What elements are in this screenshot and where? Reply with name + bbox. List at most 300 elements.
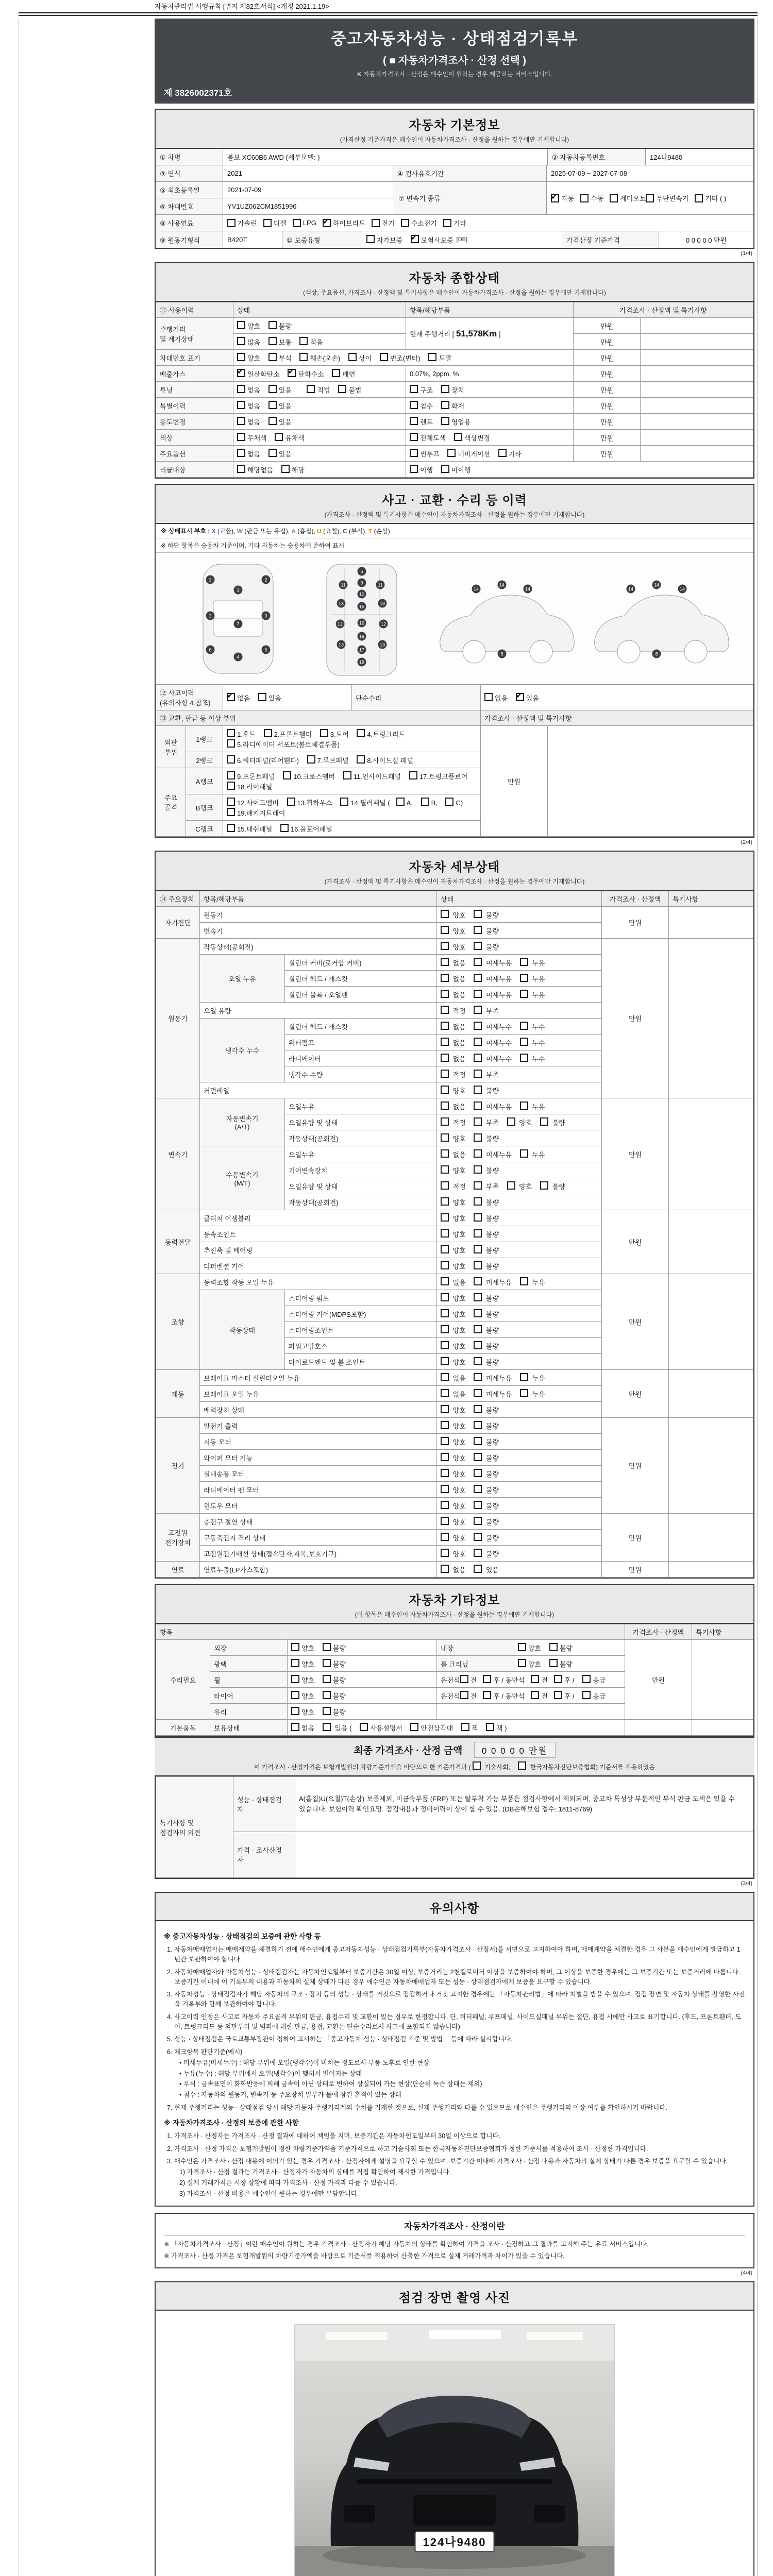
checkbox[interactable] (264, 729, 272, 737)
checkbox[interactable] (474, 1517, 482, 1525)
checkbox[interactable] (441, 1309, 449, 1317)
checkbox[interactable] (474, 990, 482, 998)
detail-item-label: 충전구 절연 상태 (200, 1514, 437, 1530)
field-label-engine-type: ⑨ 원동기형식 (156, 231, 223, 248)
checkbox[interactable] (441, 926, 449, 934)
detail-item-state: 없음 미세누유 누유 (437, 1274, 602, 1290)
field-value-firstreg: 2021-07-09 (223, 182, 394, 198)
checkbox[interactable] (441, 958, 449, 966)
checkbox[interactable] (441, 1373, 449, 1381)
special-item: 침수 화재 (406, 398, 574, 414)
checkbox[interactable] (474, 942, 482, 950)
checkbox[interactable] (410, 401, 418, 409)
checkbox[interactable] (441, 1389, 449, 1397)
checkbox[interactable] (237, 321, 245, 329)
checkbox[interactable] (474, 1277, 482, 1285)
checkbox[interactable] (483, 1691, 491, 1699)
checkbox[interactable] (474, 1070, 482, 1078)
checkbox[interactable] (401, 219, 409, 227)
checkbox[interactable] (227, 755, 235, 764)
checkbox[interactable] (441, 401, 449, 409)
checkbox[interactable] (460, 1675, 468, 1683)
checkbox[interactable] (332, 369, 340, 377)
detail-item-state: 양호 불량 (437, 939, 602, 955)
checkbox[interactable] (268, 353, 277, 361)
checkbox[interactable] (227, 219, 236, 227)
section-overall-state (155, 262, 754, 479)
svg-text:7: 7 (237, 621, 240, 627)
checkbox[interactable] (441, 1261, 449, 1269)
checkbox[interactable] (441, 1469, 449, 1477)
detail-item-label: 원동기 (200, 907, 437, 923)
checkbox[interactable] (474, 1038, 482, 1046)
checkbox[interactable] (348, 353, 357, 361)
notice-item: 6. 체크항목 판단기준(예시) (167, 2048, 243, 2056)
checkbox[interactable] (441, 465, 449, 473)
checkbox[interactable] (237, 433, 245, 441)
checkbox[interactable] (518, 1659, 526, 1667)
checkbox[interactable] (227, 798, 235, 806)
detail-item-state: 양호 불량 (437, 1242, 602, 1258)
checkbox[interactable] (441, 1405, 449, 1413)
checkbox[interactable] (258, 693, 266, 701)
checkbox[interactable] (474, 1565, 482, 1573)
checkbox[interactable] (520, 1101, 528, 1110)
price-cell: 만원 (574, 414, 641, 430)
checkbox[interactable] (474, 1006, 482, 1014)
misc-col-note: 특기사항 (692, 1624, 753, 1640)
checkbox[interactable] (441, 1165, 449, 1174)
note-cell (641, 366, 753, 382)
row-label-usage: 용도변경 (156, 414, 233, 430)
special-state: 없음 있음 (233, 398, 406, 414)
checkbox[interactable] (540, 1117, 548, 1126)
checkbox[interactable] (237, 449, 245, 457)
detail-item-label: 오일유량 및 상태 (285, 1114, 437, 1130)
checkbox[interactable] (441, 974, 449, 982)
checkbox-checked[interactable] (323, 219, 331, 227)
checkbox[interactable] (227, 771, 235, 779)
checkbox[interactable] (441, 1181, 449, 1190)
checkbox[interactable] (441, 1437, 449, 1445)
rank1-label: 1랭크 (186, 726, 223, 752)
state-code-letter: C (343, 528, 347, 535)
mileage-item (406, 318, 574, 350)
checkbox[interactable] (441, 1197, 449, 1206)
misc-tire-state: 양호 불량 (288, 1688, 437, 1704)
misc-wheel-extra: 운전석 전 후 / 동반석 전 후 / 응급 (437, 1672, 625, 1688)
checkbox[interactable] (520, 1389, 528, 1397)
detail-note-cell (669, 1418, 753, 1514)
detail-col-note: 특기사항 (669, 891, 753, 907)
checkbox[interactable] (291, 1659, 299, 1667)
checkbox[interactable] (441, 942, 449, 950)
checkbox[interactable] (474, 1197, 482, 1206)
detail-item-label: 작동상태(공회전) (285, 1194, 437, 1210)
detail-note-cell (669, 1274, 753, 1370)
field-value-vin: YV1UZ062CM1851996 (223, 198, 394, 214)
checkbox[interactable] (474, 1469, 482, 1477)
detail-price-cell: 만원 (602, 939, 669, 1098)
checkbox[interactable] (486, 1723, 494, 1731)
checkbox[interactable] (582, 1691, 591, 1699)
checkbox[interactable] (268, 401, 277, 409)
checkbox[interactable] (291, 1643, 299, 1651)
checkbox-checked[interactable] (516, 693, 524, 701)
misc-price-cell: 만원 (625, 1640, 692, 1720)
checkbox[interactable] (357, 755, 365, 764)
checkbox[interactable] (474, 1549, 482, 1557)
checkbox[interactable] (268, 321, 277, 329)
checkbox[interactable] (454, 433, 462, 441)
checkbox[interactable] (441, 1277, 449, 1285)
checkbox[interactable] (323, 1659, 331, 1667)
checkbox[interactable] (474, 1149, 482, 1158)
detail-item-label: 추진축 및 베어링 (200, 1242, 437, 1258)
checkbox[interactable] (540, 1181, 548, 1190)
checkbox[interactable] (474, 1165, 482, 1174)
field-value-baseprice: 0 0 0 0 0 만원 (659, 231, 753, 248)
section-overall-header (156, 263, 753, 302)
checkbox[interactable] (291, 1723, 299, 1731)
title-header (155, 19, 754, 104)
checkbox[interactable] (441, 1325, 449, 1333)
checkbox[interactable] (443, 219, 451, 227)
checkbox[interactable] (280, 824, 289, 832)
checkbox-checked[interactable] (227, 693, 235, 701)
checkbox[interactable] (474, 974, 482, 982)
checkbox-checked[interactable] (288, 369, 296, 377)
detail-item-label: 연료누출(LP가스포함) (200, 1562, 437, 1578)
checkbox[interactable] (474, 1341, 482, 1349)
checkbox[interactable] (474, 1086, 482, 1094)
notice-header (156, 1893, 753, 1921)
checkbox[interactable] (340, 798, 348, 806)
checkbox[interactable] (474, 1293, 482, 1301)
checkbox[interactable] (518, 1643, 526, 1651)
checkbox[interactable] (441, 1133, 449, 1142)
checkbox[interactable] (474, 1453, 482, 1461)
field-value-year: 2021 (223, 165, 393, 181)
checkbox[interactable] (474, 1357, 482, 1365)
checkbox[interactable] (520, 1054, 528, 1062)
checkbox[interactable] (445, 798, 453, 806)
checkbox[interactable] (582, 1675, 591, 1683)
checkbox[interactable] (474, 1421, 482, 1429)
detail-item-state: 양호 불량 (437, 907, 602, 923)
checkbox[interactable] (268, 449, 277, 457)
detail-item-label: 변속기 (200, 923, 437, 939)
detail-item-state: 없음 미세누수 누수 (437, 1019, 602, 1035)
checkbox[interactable] (227, 824, 235, 832)
checkbox[interactable] (410, 433, 418, 441)
checkbox[interactable] (320, 729, 328, 737)
checkbox[interactable] (549, 1659, 558, 1667)
mileage-state1: 양호 불량 (233, 318, 406, 334)
checkbox[interactable] (520, 974, 528, 982)
svg-text:15: 15 (359, 604, 365, 609)
checkbox[interactable] (474, 1133, 482, 1142)
checkbox[interactable] (299, 353, 308, 361)
row-label-tuning: 튜닝 (156, 382, 233, 398)
checkbox[interactable] (441, 1565, 449, 1573)
section-subtitle: (가격조사 · 산정액 및 특기사항은 매수인이 자동차가격조사 · 산정을 원하는 경우에만 기재합니다) (324, 511, 585, 518)
svg-text:14: 14 (473, 586, 479, 592)
checkbox[interactable] (441, 1229, 449, 1238)
checkbox[interactable] (323, 1723, 331, 1731)
checkbox[interactable] (520, 1373, 528, 1381)
checkbox[interactable] (237, 353, 245, 361)
section-title: 자동차 기타정보 (409, 1594, 500, 1607)
detail-price-cell: 만원 (602, 1098, 669, 1210)
checkbox[interactable] (396, 798, 405, 806)
photos-area (156, 2311, 753, 2576)
field-label-regno: ② 자동차등록번호 (547, 149, 645, 165)
checkbox[interactable] (484, 693, 493, 701)
checkbox[interactable] (268, 337, 277, 345)
price-cell: 만원 (574, 366, 641, 382)
checkbox[interactable] (275, 433, 283, 441)
checkbox[interactable] (474, 1389, 482, 1397)
checkbox[interactable] (268, 417, 277, 425)
svg-text:8: 8 (655, 651, 658, 657)
misc-wheel-state: 양호 불량 (288, 1672, 437, 1688)
checkbox[interactable] (323, 1643, 331, 1651)
checkbox[interactable] (410, 385, 418, 393)
photos-header (156, 2282, 753, 2311)
checkbox[interactable] (518, 1761, 526, 1770)
detail-item-label: 동력조향 작동 오일 누유 (200, 1274, 437, 1290)
price-cell: 만원 (574, 334, 641, 350)
checkbox[interactable] (474, 958, 482, 966)
detail-item-state: 양호 불량 (437, 1130, 602, 1146)
checkbox[interactable] (474, 1101, 482, 1110)
row-label-vin-mark: 차대번호 표기 (156, 350, 233, 366)
checkbox[interactable] (474, 1022, 482, 1030)
checkbox[interactable] (293, 219, 301, 227)
checkbox[interactable] (441, 910, 449, 918)
checkbox[interactable] (531, 1675, 539, 1683)
checkbox[interactable] (520, 958, 528, 966)
checkbox[interactable] (307, 755, 315, 764)
checkbox[interactable] (338, 385, 346, 393)
misc-group-repair: 수리필요 (156, 1640, 210, 1720)
checkbox[interactable] (366, 235, 375, 243)
checkbox[interactable] (520, 1022, 528, 1030)
checkbox[interactable] (441, 1245, 449, 1253)
checkbox[interactable] (343, 771, 351, 779)
checkbox[interactable] (474, 1325, 482, 1333)
checkbox[interactable] (441, 1533, 449, 1541)
section-title: 자동차 세부상태 (409, 860, 500, 874)
checkbox[interactable] (287, 798, 295, 806)
checkbox[interactable] (474, 1501, 482, 1509)
checkbox[interactable] (410, 417, 418, 425)
checkbox[interactable] (474, 1485, 482, 1493)
checkbox[interactable] (531, 1691, 539, 1699)
checkbox[interactable] (520, 1277, 528, 1285)
checkbox[interactable] (237, 401, 245, 409)
checkbox[interactable] (323, 1707, 331, 1715)
checkbox[interactable] (237, 337, 245, 345)
checkbox[interactable] (441, 1038, 449, 1046)
checkbox[interactable] (441, 1213, 449, 1222)
checkbox[interactable] (441, 1101, 449, 1110)
device-group-label: 고전원 전기장치 (156, 1514, 200, 1562)
checkbox[interactable] (474, 1309, 482, 1317)
checkbox[interactable] (360, 1723, 368, 1731)
misc-note-cell (692, 1640, 753, 1720)
checkbox[interactable] (299, 337, 308, 345)
checkbox[interactable] (410, 1723, 418, 1731)
checkbox[interactable] (461, 1723, 469, 1731)
checkbox[interactable] (410, 449, 418, 457)
passenger-car-note: ※ 하단 항목은 승용차 기준이며, 기타 자동차는 승용차에 준하여 표시 (156, 538, 753, 553)
checkbox[interactable] (441, 1022, 449, 1030)
checkbox[interactable] (237, 465, 245, 473)
checkbox[interactable] (520, 1149, 528, 1158)
checkbox[interactable] (447, 449, 456, 457)
checkbox[interactable] (474, 1533, 482, 1541)
checkbox[interactable] (554, 1691, 562, 1699)
rank1-items: 1.후드 2.프론트휀더 3.도어 4.트렁크리드 5.라디에이터 서포트(볼트체결부품) (223, 726, 481, 752)
checkbox[interactable] (474, 1245, 482, 1253)
detail-price-cell: 만원 (602, 1562, 669, 1578)
misc-col-item: 항목 (156, 1624, 625, 1640)
checkbox[interactable] (460, 1691, 468, 1699)
state-code-letter: T (368, 528, 373, 535)
tuning-state (233, 382, 406, 398)
checkbox[interactable] (441, 385, 449, 393)
checkbox[interactable] (474, 1213, 482, 1222)
checkbox[interactable] (227, 782, 235, 790)
section-title: 사고 · 교환 · 수리 등 이력 (382, 494, 527, 507)
checkbox[interactable] (372, 219, 380, 227)
checkbox[interactable] (237, 385, 245, 393)
checkbox[interactable] (307, 385, 315, 393)
checkbox[interactable] (580, 194, 589, 202)
checkbox[interactable] (441, 1485, 449, 1493)
checkbox[interactable] (498, 449, 507, 457)
detail-item-label: 브레이크 오일 누유 (200, 1386, 437, 1402)
section-title: 자동차 종합상태 (409, 272, 500, 285)
checkbox[interactable] (474, 1117, 482, 1126)
detail-item-label: 클러치 어셈블리 (200, 1210, 437, 1226)
checkbox[interactable] (357, 729, 365, 737)
checkbox[interactable] (474, 926, 482, 934)
checkbox[interactable] (520, 990, 528, 998)
checkbox[interactable] (473, 1761, 481, 1770)
checkbox[interactable] (281, 465, 290, 473)
checkbox[interactable] (227, 808, 235, 816)
field-label-inspection: ④ 검사유효기간 (393, 165, 546, 181)
field-label-year: ③ 연식 (156, 165, 223, 181)
checkbox[interactable] (380, 353, 388, 361)
checkbox[interactable] (441, 1357, 449, 1365)
checkbox[interactable] (441, 1453, 449, 1461)
checkbox[interactable] (474, 1181, 482, 1190)
checkbox[interactable] (409, 771, 417, 779)
notice-sub-item: • 누유(누수) : 해당 부위에서 오일(냉각수)이 맺혀서 떨어지는 상태 (179, 2070, 362, 2077)
checkbox[interactable] (474, 1405, 482, 1413)
checkbox[interactable] (268, 385, 277, 393)
checkbox[interactable] (291, 1691, 299, 1699)
checkbox[interactable] (441, 1149, 449, 1158)
checkbox[interactable] (410, 465, 418, 473)
note-cell (641, 318, 753, 334)
checkbox[interactable] (441, 417, 449, 425)
checkbox[interactable] (441, 1517, 449, 1525)
checkbox-checked[interactable] (551, 194, 559, 202)
group-main-frame: 주요 골격 (156, 768, 186, 837)
detail-item-state: 양호 불량 (437, 1258, 602, 1274)
checkbox[interactable] (441, 1086, 449, 1094)
checkbox-checked[interactable] (411, 235, 419, 243)
checkbox[interactable] (646, 194, 654, 202)
checkbox[interactable] (520, 1038, 528, 1046)
checkbox[interactable] (441, 1054, 449, 1062)
checkbox[interactable] (441, 1070, 449, 1078)
field-label-transmission: ⑦ 변속기 종류 (394, 182, 546, 214)
checkbox[interactable] (323, 1691, 331, 1699)
checkbox[interactable] (474, 910, 482, 918)
svg-text:2: 2 (209, 577, 212, 583)
detail-col-item: 항목/해당부품 (200, 891, 437, 907)
checkbox[interactable] (291, 1675, 299, 1683)
checkbox[interactable] (474, 1229, 482, 1238)
checkbox[interactable] (695, 194, 703, 202)
notice-section-heading: ※ 중고자동차성능 · 상태점검의 보증에 관한 사항 등 (164, 1933, 321, 1940)
checkbox[interactable] (474, 1054, 482, 1062)
checkbox[interactable] (283, 771, 291, 779)
checkbox[interactable] (554, 1675, 562, 1683)
checkbox[interactable] (610, 194, 618, 202)
row-label-color: 색상 (156, 430, 233, 446)
misc-polish-label: 광택 (210, 1656, 288, 1672)
field-value-carname: 볼보 XC60B6 AWD (세부모델: ) (223, 149, 547, 165)
checkbox[interactable] (483, 1675, 491, 1683)
checkbox[interactable] (421, 798, 429, 806)
checkbox[interactable] (441, 1293, 449, 1301)
misc-basic-note (692, 1720, 753, 1736)
checkbox-checked[interactable] (237, 369, 245, 377)
checkbox[interactable] (291, 1707, 299, 1715)
detail-price-cell: 만원 (602, 1274, 669, 1370)
checkbox[interactable] (474, 1437, 482, 1445)
usage-state: 없음 있음 (233, 414, 406, 430)
checkbox[interactable] (428, 353, 436, 361)
checkbox[interactable] (323, 1675, 331, 1683)
state-code-letter: W (237, 528, 243, 535)
checkbox[interactable] (441, 1549, 449, 1557)
checkbox[interactable] (237, 417, 245, 425)
checkbox[interactable] (263, 219, 272, 227)
checkbox[interactable] (507, 1181, 515, 1190)
detail-price-cell: 만원 (602, 1370, 669, 1418)
checkbox[interactable] (441, 1006, 449, 1014)
checkbox[interactable] (227, 729, 235, 737)
checkbox[interactable] (549, 1643, 558, 1651)
checkbox[interactable] (441, 1117, 449, 1126)
checkbox[interactable] (441, 1501, 449, 1509)
checkbox[interactable] (474, 1261, 482, 1269)
checkbox[interactable] (507, 1117, 515, 1126)
checkbox[interactable] (474, 1373, 482, 1381)
checkbox[interactable] (441, 990, 449, 998)
checkbox[interactable] (441, 1341, 449, 1349)
checkbox[interactable] (227, 739, 235, 748)
checkbox[interactable] (441, 1421, 449, 1429)
